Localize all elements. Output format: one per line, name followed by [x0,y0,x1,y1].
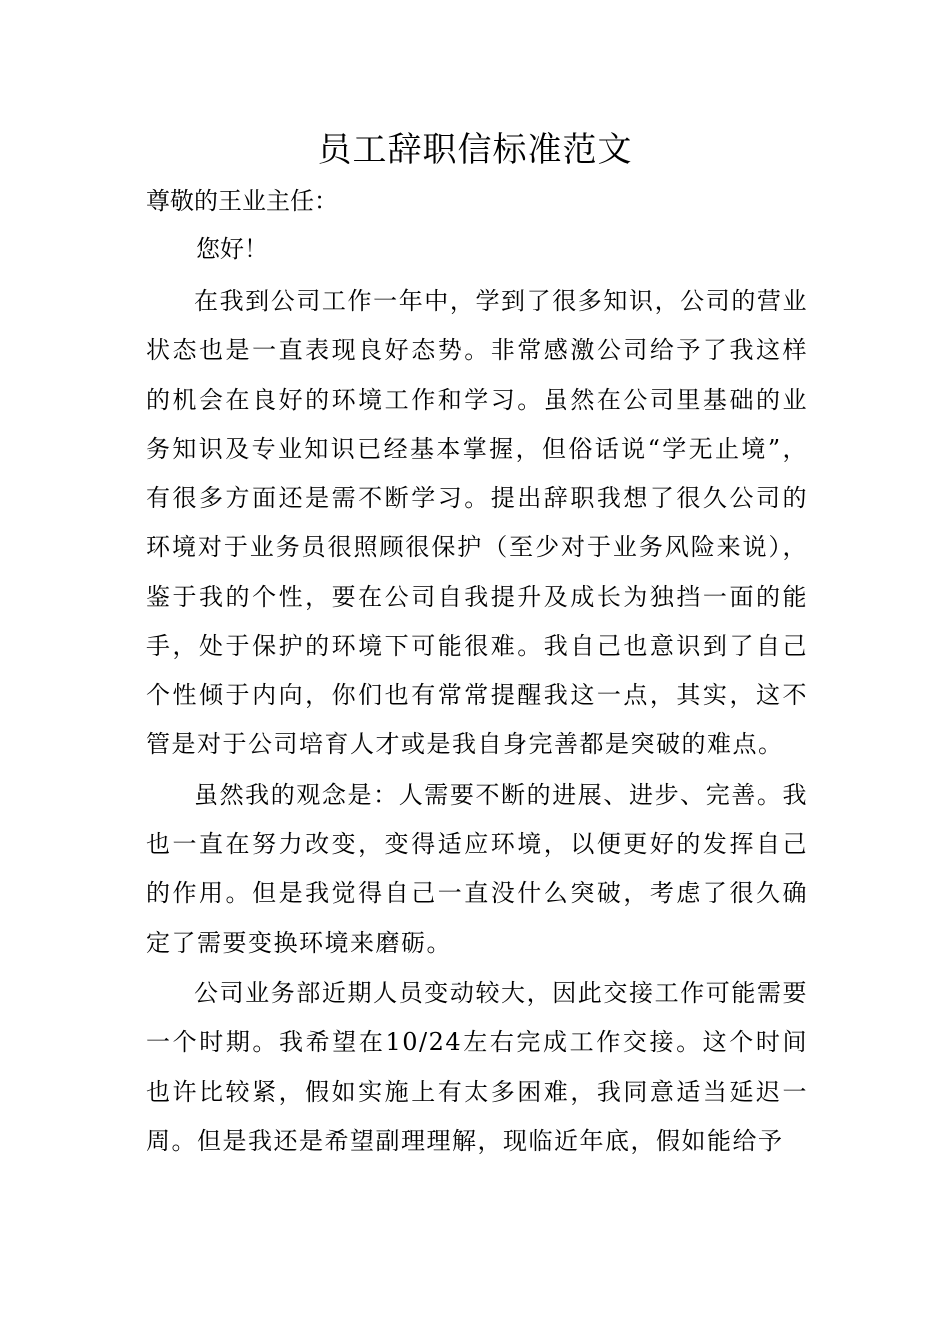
paragraph-3: 公司业务部近期人员变动较大，因此交接工作可能需要一个时期。我希望在10/24左右完成工作交接。这个时间也许比较紧，假如实施上有太多困难，我同意适当延迟一周。但是我还是希望副理理解，现临近年底，假如能给予 [146,979,808,1155]
greeting: 您好！ [196,235,268,263]
salutation: 尊敬的王业主任： [146,187,338,215]
document-title: 员工辞职信标准范文 [317,130,633,170]
paragraph-2: 虽然我的观念是：人需要不断的进展、进步、完善。我也一直在努力改变，变得适应环境，以便更好的发挥自己的作用。但是我觉得自己一直没什么突破，考虑了很久确定了需要变换环境来磨砺。 [146,780,808,957]
letter-body [146,277,808,1167]
paragraph-1: 在我到公司工作一年中，学到了很多知识，公司的营业状态也是一直表现良好态势。非常感激公司给予了我这样的机会在良好的环境工作和学习。虽然在公司里基础的业务知识及专业知识已经基本掌握，但俗话说“学无止境”，有很多方面还是需不断学习。提出辞职我想了很久公司的环境对于业务员很照顾很保护（至少对于业务风险来说），鉴于我的个性，要在公司自我提升及成长为独挡一面的能手，处于保护的环境下可能很难。我自己也意识到了自己个性倾于内向，你们也有常常提醒我这一点，其实，这不管是对于公司培育人才或是我自身完善都是突破的难点。 [146,287,808,759]
